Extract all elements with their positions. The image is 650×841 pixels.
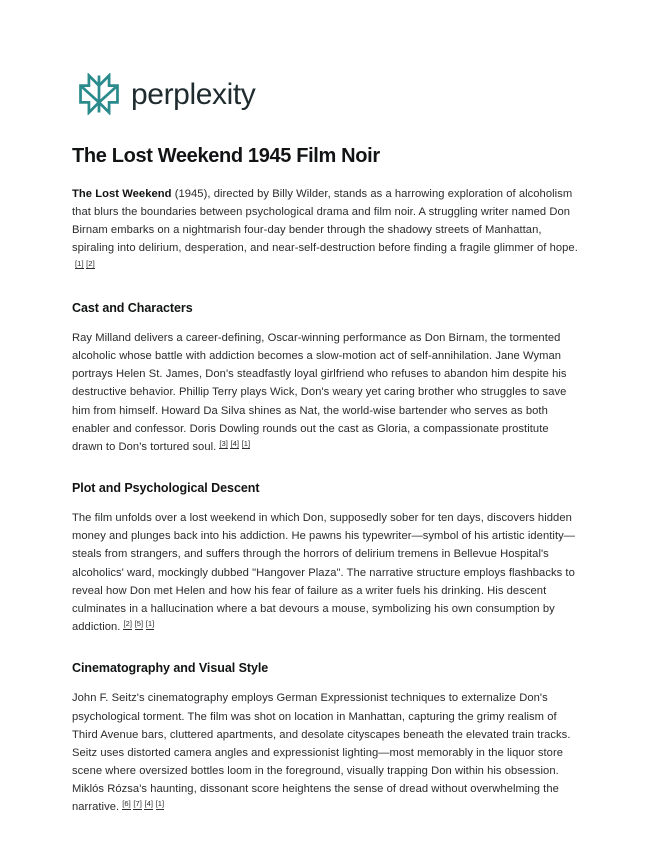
section-heading-cast: Cast and Characters bbox=[72, 300, 193, 315]
citation-link-3[interactable]: [3] bbox=[219, 438, 228, 448]
perplexity-brand-logo bbox=[78, 72, 578, 116]
intro-paragraph bbox=[72, 185, 578, 276]
citation-link-1[interactable]: [1] bbox=[145, 619, 155, 629]
section-heading-cinematography: Cinematography and Visual Style bbox=[72, 661, 269, 676]
intro-citations bbox=[72, 258, 95, 273]
citation-link-5[interactable]: [5] bbox=[134, 619, 144, 629]
section-citations-cinematography bbox=[119, 801, 164, 813]
citation-link-1[interactable]: [1] bbox=[75, 258, 84, 268]
section-body-cinematography: John F. Seitz's cinematography employs German Expressionist techniques to externalize Don's psychological torment. The film was shot on location in Manhattan, capturing the grimy realism of Third Avenue bars, cluttered apartments, and desolate cityscapes beneath the elevated train tracks. Seitz uses distorted camera angles and expressionist lighting—most memorably in the liquor store scene where oversized bottles loom in the foreground, visually trapping Don within his obsession. Miklós Rózsa's haunting, dissonant score heightens the sense of dread without overwhelming the narrative. bbox=[72, 692, 571, 814]
citation-link-4[interactable]: [4] bbox=[230, 438, 240, 448]
section-body-plot: The film unfolds over a lost weekend in which Don, supposedly sober for ten days, discovers hidden money and plunges back into his addiction. He pawns his typewriter—symbol of his artistic identity—steals from strangers, and suffers through the horrors of delirium tremens in Bellevue Hospital's alcoholics' ward, mockingly dubbed "Hangover Plaza". The narrative structure employs flashbacks to reveal how Don met Helen and how his fear of failure as a writer fuels his drinking. His descent culminates in a hallucination where a bat devours a mouse, symbolizing his own consumption by addiction. bbox=[72, 512, 575, 634]
citation-link-1[interactable]: [1] bbox=[155, 799, 165, 809]
page-title: The Lost Weekend 1945 Film Noir bbox=[72, 145, 380, 167]
section-paragraph-plot bbox=[72, 509, 578, 636]
intro-lead-in: The Lost Weekend bbox=[72, 188, 172, 200]
citation-link-7[interactable]: [7] bbox=[133, 799, 142, 809]
perplexity-asterisk-logo-icon bbox=[78, 73, 120, 115]
citation-link-1[interactable]: [1] bbox=[241, 438, 251, 448]
citation-link-6[interactable]: [6] bbox=[122, 799, 131, 809]
intro-body: (1945), directed by Billy Wilder, stands as a harrowing exploration of alcoholism that blurs the boundaries between psychological drama and film noir. A struggling writer named Don Birnam embarks on a nightmarish four-day bender through the shadowy streets of Manhattan, spiraling into delirium, desperation, and near-self-destruction before finding a fragile glimmer of hope. bbox=[72, 188, 578, 255]
section-paragraph-cinematography bbox=[72, 689, 578, 816]
section-heading-plot: Plot and Psychological Descent bbox=[72, 480, 260, 495]
citation-link-2[interactable]: [2] bbox=[86, 258, 95, 268]
perplexity-wordmark: perplexity bbox=[131, 78, 256, 111]
section-body-cast: Ray Milland delivers a career-defining, Oscar-winning performance as Don Birnam, the tormented alcoholic whose battle with addiction becomes a slow-motion act of self-annihilation. Jane Wyman portrays Helen St. James, Don's steadfastly loyal girlfriend who refuses to abandon him despite his destructive behavior. Phillip Terry plays Wick, Don's weary yet caring brother who struggles to save him from himself. Howard Da Silva shines as Nat, the world-wise bartender who serves as both enabler and confessor. Doris Dowling rounds out the cast as Gloria, a compassionate prostitute drawn to Don's tortured soul. bbox=[72, 331, 567, 453]
section-citations-cast bbox=[216, 438, 251, 453]
citation-link-2[interactable]: [2] bbox=[123, 619, 133, 629]
citation-link-4[interactable]: [4] bbox=[144, 799, 154, 809]
section-citations-plot bbox=[120, 621, 154, 633]
section-paragraph-cast bbox=[72, 329, 578, 456]
